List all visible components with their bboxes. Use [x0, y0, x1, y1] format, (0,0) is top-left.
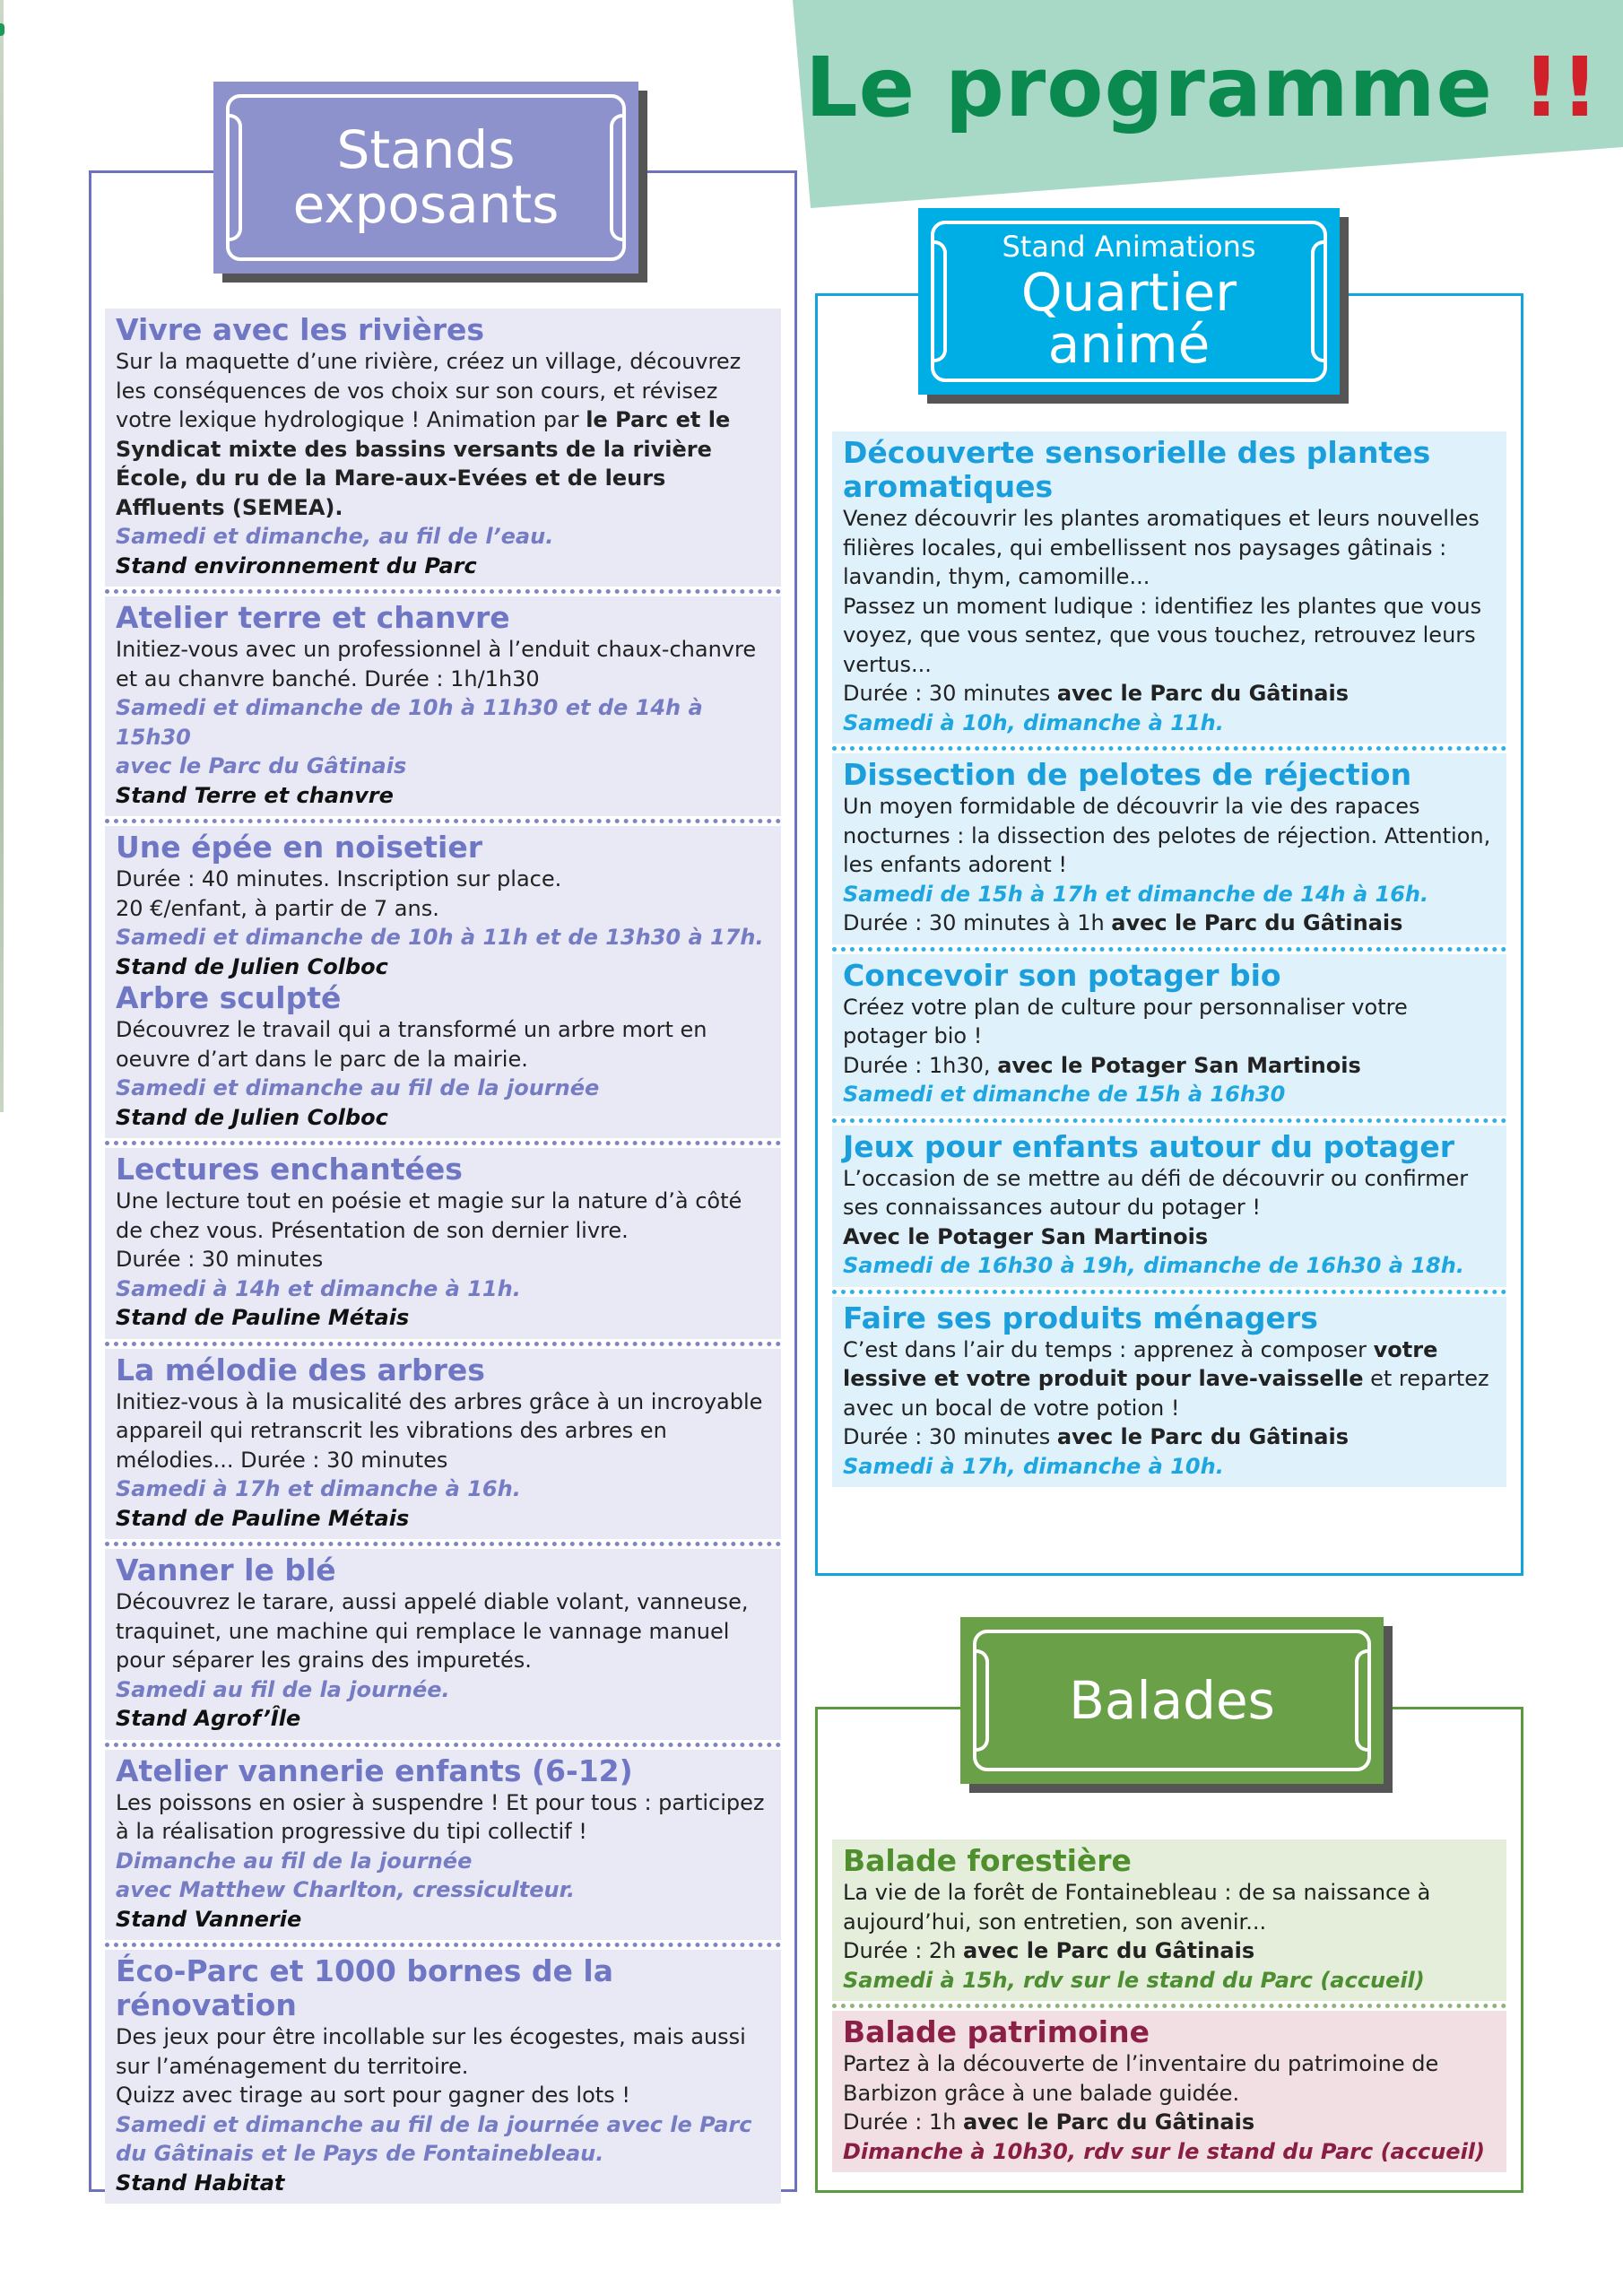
stand-card — [105, 309, 781, 587]
stand-name: Stand Habitat — [116, 2170, 285, 2196]
activity-duration: Durée : 30 minutes avec le Parc du Gâtinais — [843, 1424, 1349, 1449]
activity-organizer: Avec le Potager San Martinois — [843, 1223, 1209, 1249]
stand-card — [105, 826, 781, 1138]
activity-title: Éco-Parc et 1000 bornes de la rénovation — [116, 1953, 613, 2022]
stand-name: Stand de Pauline Métais — [116, 1505, 410, 1531]
page-title: Le programme !! — [805, 39, 1600, 135]
activity-schedule: Samedi à 17h et dimanche à 16h. — [116, 1476, 521, 1501]
activity-duration: Durée : 30 minutes — [116, 1247, 324, 1272]
activity-organizer: avec Matthew Charlton, cressiculteur. — [116, 1877, 576, 1902]
activity-description: Créez votre plan de culture pour personnaliser votre potager bio ! — [843, 994, 1408, 1048]
stands-header-title: Stands exposants — [292, 119, 560, 235]
stand-name: Stand de Julien Colboc — [116, 953, 388, 979]
activity-title: Balade patrimoine — [843, 2014, 1150, 2049]
animation-card — [832, 1297, 1506, 1488]
activity-title: Vanner le blé — [116, 1552, 336, 1587]
stand-card — [105, 1750, 781, 1941]
activity-title: Une épée en noisetier — [116, 830, 483, 865]
stands-header — [213, 82, 638, 274]
balade-card — [832, 2011, 1506, 2172]
activity-description: Une lecture tout en poésie et magie sur la nature d’à côté de chez vous. Présentation de son dernier livre. — [116, 1188, 742, 1243]
animation-card — [832, 753, 1506, 944]
stand-name: Stand de Pauline Métais — [116, 1305, 410, 1330]
activity-description: Initiez-vous à la musicalité des arbres grâce à un incroyable appareil qui retranscrit les vibrations des arbres en mélodies... Durée : 30 minutes — [116, 1388, 763, 1473]
activity-schedule: Samedi à 15h, rdv sur le stand du Parc (accueil) — [843, 1967, 1425, 1993]
stand-card — [105, 1349, 781, 1540]
activity-schedule: Samedi et dimanche de 10h à 11h et de 13h30 à 17h. — [116, 925, 764, 950]
activity-duration: Durée : 2h avec le Parc du Gâtinais — [843, 1938, 1255, 1963]
stand-card — [105, 1148, 781, 1339]
activity-description: L’occasion de se mettre au défi de découvrir ou confirmer ses connaissances autour du potager ! — [843, 1165, 1469, 1220]
activity-description: Durée : 40 minutes. Inscription sur place. — [116, 866, 562, 891]
activity-description: La vie de la forêt de Fontainebleau : de sa naissance à aujourd’hui, son entretien, son avenir... — [843, 1880, 1431, 1935]
activity-title: Balade forestière — [843, 1843, 1132, 1878]
stand-card — [105, 1549, 781, 1740]
activity-description: C’est dans l’air du temps : apprenez à composer votre lessive et votre produit pour lave-vaisselle et repartez avec un bocal de votre potion ! — [843, 1336, 1489, 1421]
activity-title: Atelier terre et chanvre — [116, 600, 510, 635]
title-exclamation: !! — [1522, 39, 1600, 135]
activity-schedule: Samedi à 17h, dimanche à 10h. — [843, 1453, 1224, 1479]
balades-header-title: Balades — [1069, 1669, 1275, 1731]
activity-description: Les poissons en osier à suspendre ! Et pour tous : participez à la réalisation progressive du tipi collectif ! — [116, 1789, 765, 1844]
activity-schedule: Dimanche au fil de la journée — [116, 1848, 473, 1874]
activity-schedule: Samedi au fil de la journée. — [116, 1676, 450, 1702]
activity-title: Concevoir son potager bio — [843, 957, 1281, 993]
activity-note: Quizz avec tirage au sort pour gagner des lots ! — [116, 2083, 630, 2108]
activity-duration: Durée : 1h avec le Parc du Gâtinais — [843, 2109, 1255, 2135]
stand-card — [105, 596, 781, 816]
animation-card — [832, 431, 1506, 744]
activity-schedule: Samedi de 15h à 17h et dimanche de 14h à 16h. — [843, 881, 1429, 907]
activity-duration: Durée : 1h30, avec le Potager San Martinois — [843, 1052, 1361, 1078]
activity-schedule: Samedi et dimanche au fil de la journée — [116, 1075, 600, 1100]
activity-schedule: Samedi et dimanche de 15h à 16h30 — [843, 1082, 1286, 1107]
activity-title: Faire ses produits ménagers — [843, 1300, 1318, 1335]
activity-description: Partez à la découverte de l’inventaire du patrimoine de Barbizon grâce à une balade guidée. — [843, 2051, 1439, 2106]
balades-list — [832, 1839, 1506, 2172]
activity-title: Atelier vannerie enfants (6-12) — [116, 1752, 633, 1788]
stand-name: Stand de Julien Colboc — [116, 1104, 388, 1130]
quartier-header-title: Stand Animations Quartier animé — [1002, 230, 1256, 375]
activity-organizer: avec le Parc du Gâtinais — [116, 753, 407, 778]
stands-list — [105, 309, 781, 2204]
stand-name: Stand Vannerie — [116, 1906, 302, 1932]
activity-duration: Durée : 30 minutes avec le Parc du Gâtinais — [843, 681, 1349, 706]
stand-card — [105, 1950, 781, 2204]
activity-title: Jeux pour enfants autour du potager — [843, 1128, 1455, 1164]
activity-title: Vivre avec les rivières — [116, 312, 485, 347]
quartier-list — [832, 431, 1506, 1497]
activity-description: Sur la maquette d’une rivière, créez un village, découvrez les conséquences de vos choix sur son cours, et révisez votre lexique hydrologique ! Animation par le Parc et le Syndicat mixte des bassins versants de la rivière École, du ru de la Mare-aux-Evées et de leurs Affluents (SEMEA). — [116, 349, 742, 520]
activity-description: Venez découvrir les plantes aromatiques et leurs nouvelles filières locales, qui embellissent nos paysages gâtinais : lavandin, thym, camomille... — [843, 506, 1480, 589]
activity-description: Initiez-vous avec un professionnel à l’enduit chaux-chanvre et au chanvre banché. Durée : 1h/1h30 — [116, 637, 757, 691]
balade-card — [832, 1839, 1506, 2001]
stand-name: Stand Agrof’Île — [116, 1706, 301, 1731]
activity-schedule: Dimanche à 10h30, rdv sur le stand du Parc (accueil) — [843, 2138, 1485, 2164]
activity-schedule: Samedi et dimanche au fil de la journée avec le Parc du Gâtinais et le Pays de Fontainebleau. — [116, 2111, 752, 2166]
activity-schedule: Samedi à 14h et dimanche à 11h. — [116, 1275, 521, 1301]
activity-title: Lectures enchantées — [116, 1152, 463, 1187]
activity-description: Des jeux pour être incollable sur les écogestes, mais aussi sur l’aménagement du territoire. — [116, 2024, 746, 2079]
animation-card — [832, 1126, 1506, 1287]
balades-header — [960, 1617, 1384, 1784]
quartier-header — [918, 208, 1340, 395]
activity-duration: Durée : 30 minutes à 1h avec le Parc du Gâtinais — [843, 910, 1403, 935]
activity-description: Découvrez le travail qui a transformé un arbre mort en oeuvre d’art dans le parc de la mairie. — [116, 1017, 707, 1072]
activity-description: Un moyen formidable de découvrir la vie des rapaces nocturnes : la dissection des pelotes de réjection. Attention, les enfants adorent ! — [843, 794, 1491, 877]
activity-price: 20 €/enfant, à partir de 7 ans. — [116, 895, 439, 921]
activity-description: Passez un moment ludique : identifiez les plantes que vous voyez, que vous sentez, que vous touchez, retrouvez leurs vertus... — [843, 593, 1482, 677]
activity-schedule: Samedi à 10h, dimanche à 11h. — [843, 709, 1224, 735]
animation-card — [832, 954, 1506, 1116]
activity-title: Dissection de pelotes de réjection — [843, 757, 1412, 792]
activity-schedule: Samedi et dimanche, au fil de l’eau. — [116, 524, 554, 549]
activity-title: Découverte sensorielle des plantes aromatiques — [843, 435, 1431, 504]
activity-description: Découvrez le tarare, aussi appelé diable volant, vanneuse, traquinet, une machine qui remplace le vannage manuel pour séparer les grains des impuretés. — [116, 1589, 749, 1673]
stand-name: Stand environnement du Parc — [116, 552, 477, 578]
activity-schedule: Samedi de 16h30 à 19h, dimanche de 16h30 à 18h. — [843, 1253, 1464, 1278]
activity-title: Arbre sculpté — [116, 980, 342, 1015]
activity-schedule: Samedi et dimanche de 10h à 11h30 et de 14h à 15h30 — [116, 695, 703, 750]
activity-title: La mélodie des arbres — [116, 1352, 485, 1387]
stand-name: Stand Terre et chanvre — [116, 782, 394, 808]
